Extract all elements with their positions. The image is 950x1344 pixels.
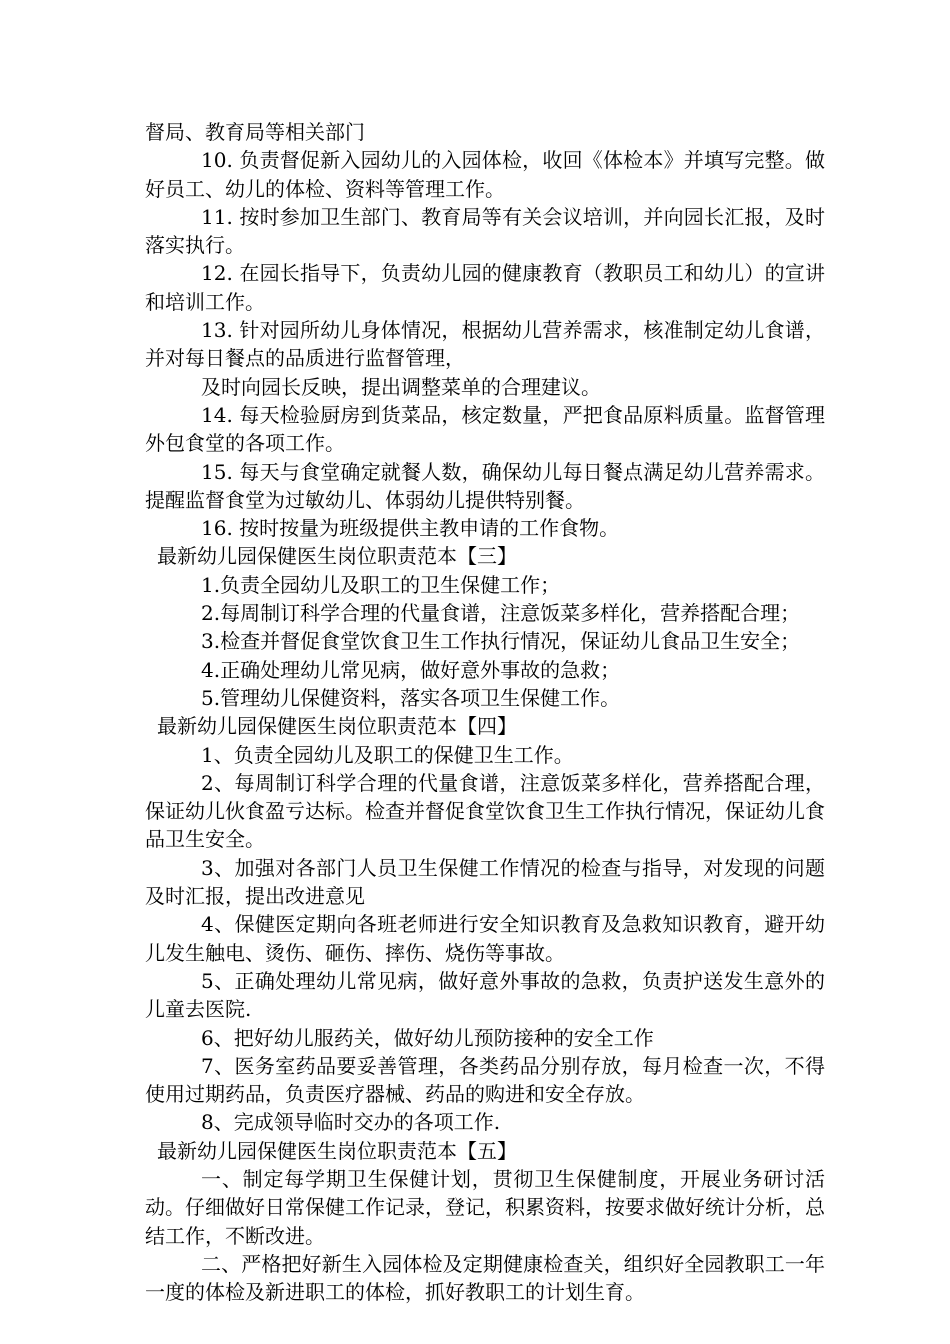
paragraph: 10. 负责督促新入园幼儿的入园体检，收回《体检本》并填写完整。做好员工、幼儿的体检、资料等管理工作。 — [145, 148, 825, 201]
paragraph: 3、加强对各部门人员卫生保健工作情况的检查与指导，对发现的问题及时汇报，提出改进意见 — [145, 855, 825, 909]
paragraph: 1.负责全园幼儿及职工的卫生保健工作； — [201, 572, 561, 597]
paragraph: 2.每周制订科学合理的代量食谱，注意饭菜多样化，营养搭配合理； — [201, 601, 801, 626]
paragraph: 5.管理幼儿保健资料，落实各项卫生保健工作。 — [201, 685, 621, 710]
paragraph: 3.检查并督促食堂饮食卫生工作执行情况，保证幼儿食品卫生安全； — [201, 629, 801, 654]
paragraph: 5、正确处理幼儿常见病，做好意外事故的急救，负责护送发生意外的儿童去医院. — [145, 968, 825, 1022]
paragraph: 6、把好幼儿服药关，做好幼儿预防接种的安全工作 — [201, 1025, 654, 1050]
paragraph: 16. 按时按量为班级提供主教申请的工作食物。 — [201, 516, 620, 541]
paragraph: 13. 针对园所幼儿身体情况，根据幼儿营养需求，核准制定幼儿食谱，并对每日餐点的品质进行监督管理， — [145, 318, 825, 371]
paragraph: 8、完成领导临时交办的各项工作. — [201, 1110, 501, 1135]
paragraph: 1、负责全园幼儿及职工的保健卫生工作。 — [201, 742, 574, 767]
paragraph: 2、每周制订科学合理的代量食谱，注意饭菜多样化，营养搭配合理，保证幼儿伙食盈亏达标。检查并督促食堂饮食卫生工作执行情况，保证幼儿食品卫生安全。 — [145, 770, 825, 852]
paragraph: 12. 在园长指导下，负责幼儿园的健康教育（教职员工和幼儿）的宣讲和培训工作。 — [145, 261, 825, 314]
paragraph: 二、严格把好新生入园体检及定期健康检查关，组织好全园教职工一年一度的体检及新进职工的体检，抓好教职工的计划生育。 — [145, 1251, 825, 1305]
paragraph: 14. 每天检验厨房到货菜品，核定数量，严把食品原料质量。监督管理外包食堂的各项工作。 — [145, 402, 825, 456]
paragraph: 及时向园长反映，提出调整菜单的合理建议。 — [201, 374, 601, 399]
paragraph: 4、保健医定期向各班老师进行安全知识教育及急救知识教育，避开幼儿发生触电、烫伤、砸伤、摔伤、烧伤等事故。 — [145, 912, 825, 965]
paragraph: 15. 每天与食堂确定就餐人数，确保幼儿每日餐点满足幼儿营养需求。提醒监督食堂为过敏幼儿、体弱幼儿提供特别餐。 — [145, 459, 825, 512]
paragraph: 一、制定每学期卫生保健计划，贯彻卫生保健制度，开展业务研讨活动。仔细做好日常保健工作记录，登记，积累资料，按要求做好统计分析，总结工作，不断改进。 — [145, 1166, 825, 1248]
section-heading: 最新幼儿园保健医生岗位职责范本【三】 — [157, 544, 517, 569]
paragraph: 督局、教育局等相关部门 — [145, 120, 365, 144]
document-body — [145, 118, 825, 1306]
paragraph: 11. 按时参加卫生部门、教育局等有关会议培训，并向园长汇报，及时落实执行。 — [145, 204, 825, 258]
section-heading: 最新幼儿园保健医生岗位职责范本【五】 — [157, 1138, 517, 1163]
paragraph: 4.正确处理幼儿常见病，做好意外事故的急救； — [201, 657, 621, 682]
section-heading: 最新幼儿园保健医生岗位职责范本【四】 — [157, 714, 517, 739]
paragraph: 7、医务室药品要妥善管理，各类药品分别存放，每月检查一次，不得使用过期药品，负责医疗器械、药品的购进和安全存放。 — [145, 1053, 825, 1107]
